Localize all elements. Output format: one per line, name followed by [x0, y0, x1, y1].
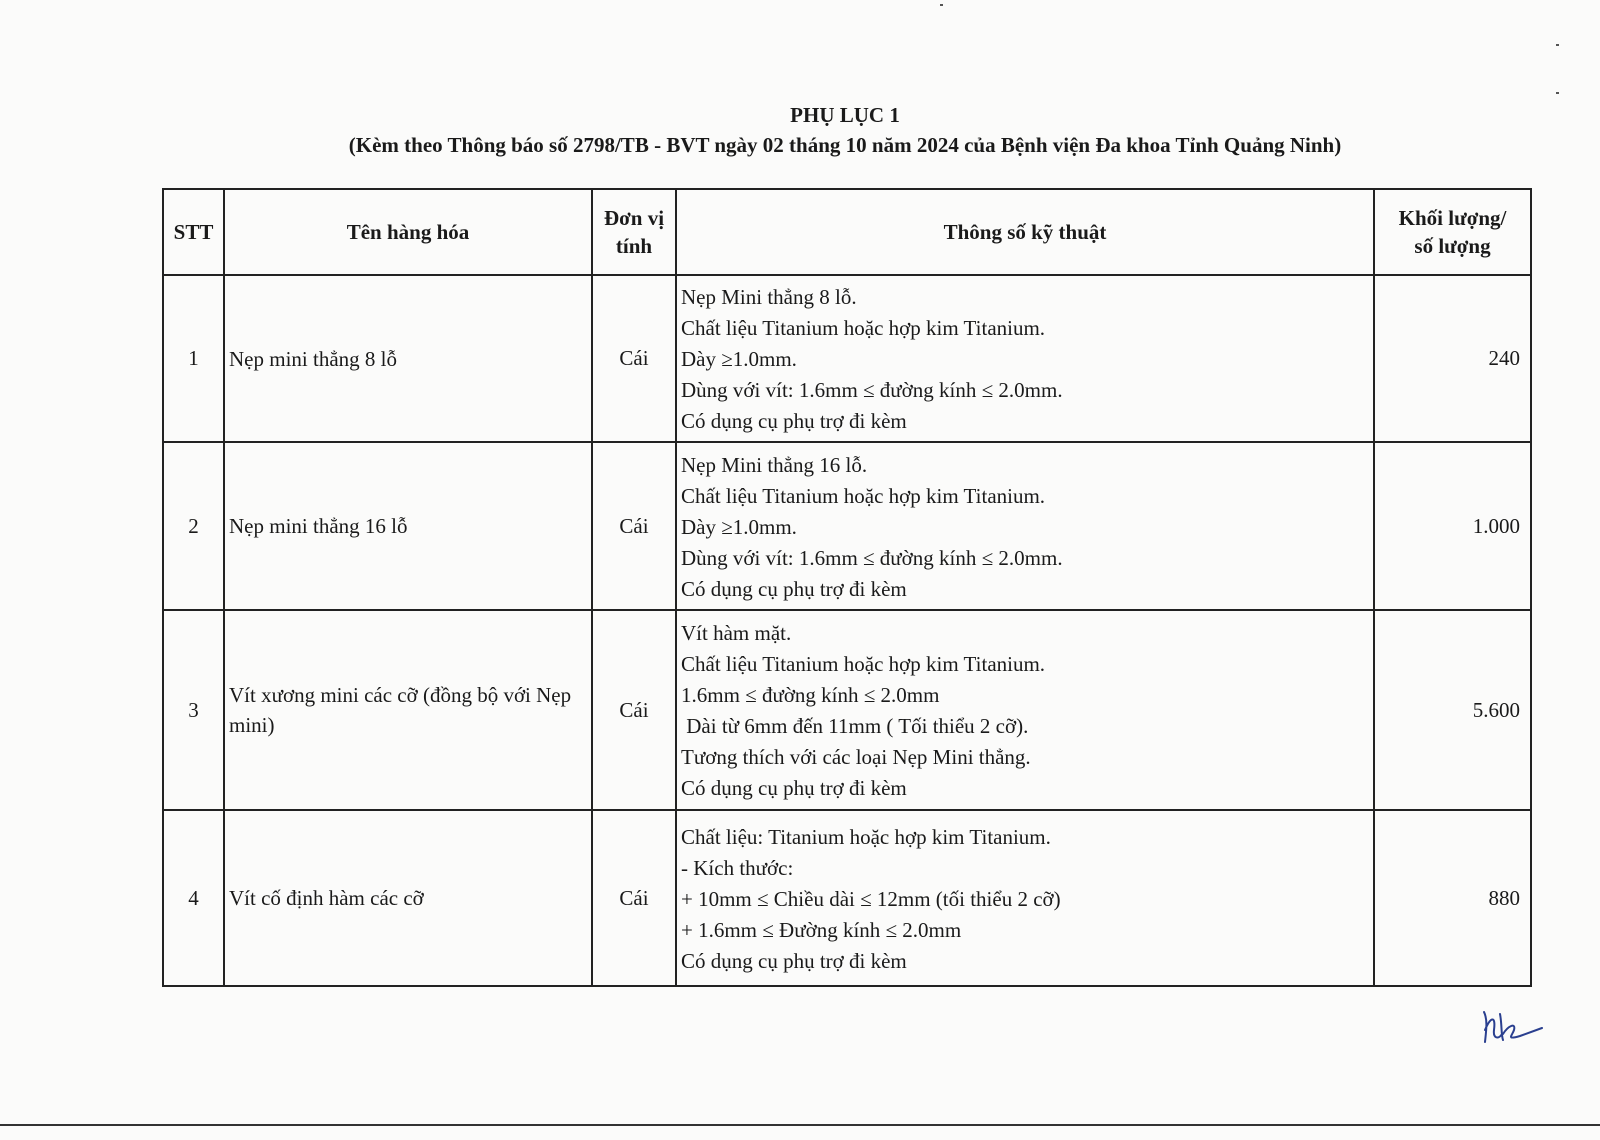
spec-line: - Kích thước: [681, 855, 794, 880]
table-row [163, 810, 1531, 986]
header-qty-line1: Khối lượng/ [1398, 206, 1507, 230]
row-qty: 880 [1374, 810, 1531, 986]
header-qty [1374, 189, 1531, 275]
row-name: Vít cố định hàm các cỡ [224, 810, 592, 986]
row-stt: 2 [163, 442, 224, 610]
spec-line: Có dụng cụ phụ trợ đi kèm [681, 409, 907, 433]
spec-line: Vít hàm mặt. [681, 621, 792, 645]
row-stt: 1 [163, 275, 224, 442]
row-qty: 240 [1374, 275, 1531, 442]
row-name: Vít xương mini các cỡ (đồng bộ với Nẹp mini) [224, 610, 592, 810]
spec-line: Nẹp Mini thẳng 16 lỗ. [681, 452, 868, 477]
footer-rule [0, 1124, 1600, 1126]
row-qty: 1.000 [1374, 442, 1531, 610]
spec-line: Có dụng cụ phụ trợ đi kèm [681, 948, 907, 973]
spec-line: Nẹp Mini thẳng 8 lỗ. [681, 285, 857, 309]
spec-line: Dùng với vít: 1.6mm ≤ đường kính ≤ 2.0mm. [681, 545, 1063, 570]
scan-speck [940, 4, 943, 6]
row-unit: Cái [592, 810, 676, 986]
header-unit-line1: Đơn vị [603, 206, 665, 230]
spec-line: Dày ≥1.0mm. [681, 347, 797, 371]
header-specs: Thông số kỹ thuật [676, 189, 1374, 275]
table-row [163, 275, 1531, 442]
header-unit-line2: tính [615, 234, 653, 258]
scan-speck [1556, 92, 1559, 94]
row-qty: 5.600 [1374, 610, 1531, 810]
header-qty-line2: số lượng [1414, 234, 1491, 258]
row-unit: Cái [592, 442, 676, 610]
spec-line: Có dụng cụ phụ trợ đi kèm [681, 576, 907, 601]
handwritten-initials [1476, 1000, 1546, 1050]
spec-line: Dùng với vít: 1.6mm ≤ đường kính ≤ 2.0mm. [681, 378, 1063, 402]
header-unit [592, 189, 676, 275]
spec-line: Chất liệu Titanium hoặc hợp kim Titanium. [681, 316, 1046, 340]
row-specs [676, 275, 1374, 442]
spec-line: Dày ≥1.0mm. [681, 514, 797, 539]
row-unit: Cái [592, 275, 676, 442]
document-heading [0, 100, 1600, 160]
goods-table [162, 188, 1532, 987]
table-header-row [163, 189, 1531, 275]
row-unit: Cái [592, 610, 676, 810]
header-stt: STT [163, 189, 224, 275]
header-name: Tên hàng hóa [224, 189, 592, 275]
spec-line: Chất liệu Titanium hoặc hợp kim Titanium. [681, 483, 1046, 508]
table-row [163, 442, 1531, 610]
spec-line: Có dụng cụ phụ trợ đi kèm [681, 776, 907, 800]
appendix-subtitle: (Kèm theo Thông báo số 2798/TB - BVT ngày 02 tháng 10 năm 2024 của Bệnh viện Đa khoa Tỉnh Quảng Ninh) [348, 133, 1342, 157]
spec-line: Chất liệu: Titanium hoặc hợp kim Titanium. [681, 824, 1051, 849]
spec-line: Chất liệu Titanium hoặc hợp kim Titanium. [681, 652, 1046, 676]
row-specs [676, 610, 1374, 810]
row-stt: 3 [163, 610, 224, 810]
row-specs [676, 810, 1374, 986]
table-row [163, 610, 1531, 810]
row-name: Nẹp mini thẳng 16 lỗ [224, 442, 592, 610]
row-specs [676, 442, 1374, 610]
spec-line: Tương thích với các loại Nẹp Mini thẳng. [681, 745, 1031, 769]
spec-line: + 1.6mm ≤ Đường kính ≤ 2.0mm [681, 917, 962, 942]
appendix-title: PHỤ LỤC 1 [790, 103, 900, 127]
spec-line: Dài từ 6mm đến 11mm ( Tối thiểu 2 cỡ). [681, 714, 1029, 738]
spec-line: + 10mm ≤ Chiều dài ≤ 12mm (tối thiểu 2 cỡ) [681, 886, 1061, 911]
row-stt: 4 [163, 810, 224, 986]
spec-line: 1.6mm ≤ đường kính ≤ 2.0mm [681, 683, 940, 707]
scan-speck [1556, 44, 1559, 46]
row-name: Nẹp mini thẳng 8 lỗ [224, 275, 592, 442]
